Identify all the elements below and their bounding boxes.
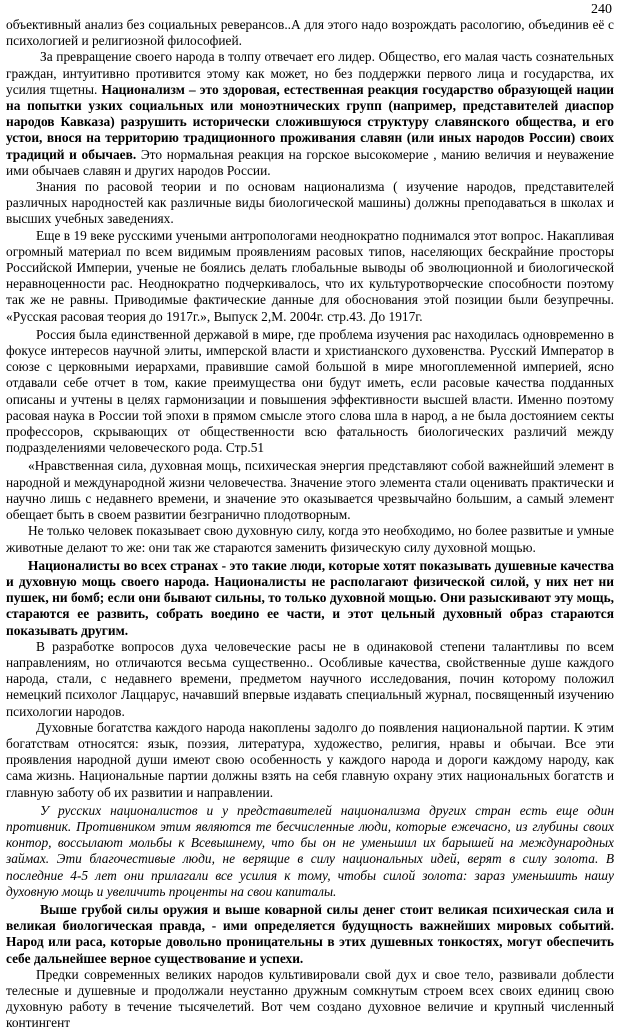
paragraph-2 [6,49,614,179]
page-number: 240 [591,2,612,17]
paragraph-7: Не только человек показывает свою духовную силу, когда это необходимо, но более развитые и умные животные делают то же: они так же стараются заменить физическую силу духовной мощью. [6,523,614,555]
paragraph-3: Знания по расовой теории и по основам национализма ( изучение народов, представителей различных народностей как различные виды биологической машины) должны преподаваться в школах и высших учебных заведениях. [6,179,614,227]
paragraph-8-bold: Националисты во всех странах - это такие люди, которые хотят показывать душевные качества и духовную мощь своего народа. Националисты не располагают физической силой, у них нет ни пушек, ни бомб; если они бывают сильны, то только духовной мощью. Они разыскивают эту мощь, стараются ее развить, собрать воедино ее части, и этот цельный духовный образ стараются показывать другим. [6,557,614,638]
paragraph-12-bold: Выше грубой силы оружия и выше коварной силы денег стоит великая психическая сила и великая биологическая правда, - ими определяется будущность важнейших мировых событий. Народ или раса, которые довольно проницательны в этих душевных тонкостях, могут обеспечить себе дальнейшее верное существование и успехи. [6,901,614,966]
paragraph-6: «Нравственная сила, духовная мощь, психическая энергия представляют собой важнейший элемент в народной и международной жизни человечества. Значение этого элемента стали оценивать практически и научно лишь с недавнего времени, и значение это оказывается чрезвычайно большим, а самый элемент обещает быть в своем развитии безгранично плодотворным. [6,458,614,523]
paragraph-2-intro: За превращение своего народа в толпу отвечает его лидер. Общество, его малая часть сознательных граждан, интуитивно противится этому как может, но без поддержки первого лица и государства, их усилия тщетны. [6,49,614,97]
paragraph-12 [6,902,614,967]
paragraph-1: объективный анализ без социальных реверансов..А для этого надо возрождать расологию, объединив её с психологией и религиозной философией. [6,17,614,49]
paragraph-9: В разработке вопросов духа человеческие расы не в одинаковой степени талантливы по всем направлениям, но отличаются весьма существенно.. Особливые качества, свойственные душе каждого народа, стали, с недавнего времени, предметом научного исследования, почин которому положил немецкий психолог Лаццарус, начавший впервые издавать специальный журнал, посвященный изучению психологии народов. [6,638,614,719]
paragraph-2-bold: Национализм – это здоровая, естественная реакция государство образующей нации на попытки узких социальных или моноэтнических групп (например, представителей диаспор народов Кавказа) разрушить исторически сложившуюся структуру славянского общества, и его устои, внося на территорию традиционного проживания славян (или иных народов России) своих традиций и обычаев. [6,81,614,162]
paragraph-10: Духовные богатства каждого народа накоплены задолго до появления национальной партии. К этим богатствам относятся: язык, поэзия, литература, художество, религия, нравы и обычаи. Все эти проявления народной души имеют свою особенность у каждого народа и дороги каждому народу, как сама жизнь. Национальные партии должны взять на себя главную охрану этих национальных богатств и главную заботу об их развитии и направлении. [6,719,614,800]
paragraph-5: Россия была единственной державой в мире, где проблема изучения рас находилась одновременно в фокусе интересов научной элиты, имперской власти и христианского духовенства. Русский Император в союзе с церковными иерархами, правившие самой большой в мире многоплеменной империей, ясно отдавали себе отчет в том, какие преимущества они будут иметь, если расовые качества подданных описаны и учтены в целях гармонизации и повышения эффективности высшей власти. Именно поэтому расовая наука в России той эпохи в прямом смысле этого слова шла в народ, а не была достоянием секты профессоров, скрывающих от общественности всю фатальность биологических различий между подразделениями человеческого рода. Стр.51 [6,326,614,456]
paragraph-2-end: Это нормальная реакция на горское высокомерие , манию величия и неуважение ими обычаев славян и других народов России. [6,146,615,178]
paragraph-4: Еще в 19 веке русскими учеными антропологами неоднократно поднимался этот вопрос. Накапливая огромный материал по всем видимым проявлениям расовых типов, населяющих бескрайние просторы Российской Империи, ученые не боялись делать глобальные выводы об эволюционной и биологической неравноценности рас. Неоднократно подчеркивалось, что их культуротворческие способности поэтому так же не равны. Приводимые фактические данные для обоснования этой позиции были безупречны. «Русская расовая теория до 1917г.», Выпуск 2,М. 2004г. стр.43. До 1917г. [6,227,614,324]
paragraph-8 [6,558,614,639]
paragraph-13: Предки современных великих народов культивировали свой дух и свое тело, развивали доблести телесные и душевные и продолжали неустанно дружным сомкнутым строем всех своих единиц свою духовную работу в течение тысячелетий. Вот чем создано духовное величие и крупный численный контингент [6,966,614,1031]
paragraph-11: У русских националистов и у представителей национализма других стран есть еще один противник. Противником этим являются те бесчисленные люди, которые ежечасно, из глубины своих контор, воссылают мольбы к Всевышнему, что бы он не уменьшил их барышей на международных займах. Эти благочестивые люди, не верящие в силу национальных идей, верят в силу золота. В последние 4-5 лет они прилагали все усилия к тому, чтобы силой золота: зараз уменьшить нашу духовную мощь и увеличить проценты на свои капиталы. [6,802,614,899]
